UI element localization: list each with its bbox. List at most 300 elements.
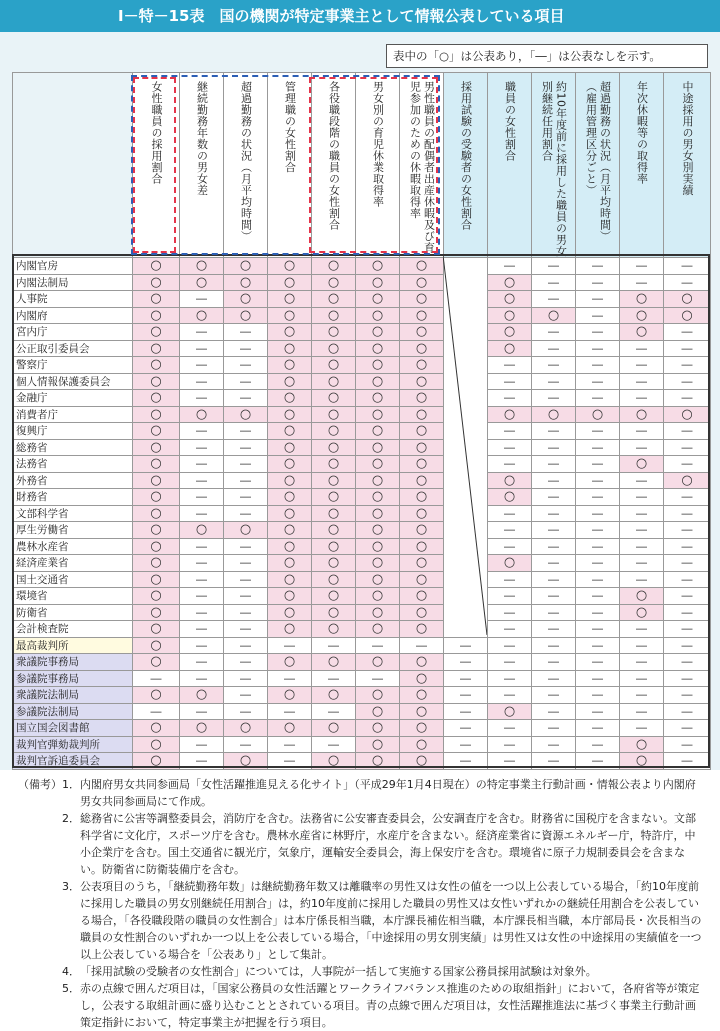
- dash-mark: ―: [240, 341, 251, 355]
- circle-mark: ○: [327, 406, 340, 422]
- dash-mark: ―: [681, 754, 693, 768]
- not-published-cell: [180, 439, 224, 456]
- not-published-cell: [180, 703, 224, 720]
- published-cell: [268, 373, 312, 390]
- dash-mark: ―: [548, 721, 559, 735]
- not-published-cell: [664, 588, 711, 605]
- circle-mark: ○: [371, 274, 384, 290]
- dash-mark: ―: [240, 473, 251, 487]
- published-cell: [400, 406, 444, 423]
- dash-mark: ―: [504, 688, 515, 702]
- circle-mark: ○: [415, 604, 428, 620]
- circle-mark: ○: [371, 340, 384, 356]
- table-row: [13, 720, 711, 737]
- published-cell: [576, 406, 620, 423]
- published-cell: [400, 258, 444, 275]
- published-cell: [133, 390, 180, 407]
- table-row: [13, 357, 711, 374]
- circle-mark: ○: [503, 555, 516, 571]
- not-published-cell: [180, 670, 224, 687]
- circle-mark: ○: [415, 753, 428, 769]
- circle-mark: ○: [415, 505, 428, 521]
- dash-mark: ―: [592, 391, 603, 405]
- circle-mark: ○: [503, 472, 516, 488]
- table-row: [13, 291, 711, 308]
- published-cell: [312, 489, 356, 506]
- circle-mark: ○: [327, 274, 340, 290]
- dash-mark: ―: [460, 754, 471, 768]
- circle-mark: ○: [371, 703, 384, 719]
- published-cell: [312, 291, 356, 308]
- published-cell: [488, 307, 532, 324]
- not-published-cell: [664, 357, 711, 374]
- published-cell: [400, 588, 444, 605]
- published-cell: [488, 406, 532, 423]
- column-header-13: [664, 73, 711, 258]
- dash-mark: ―: [196, 671, 207, 685]
- row-label: 国土交通省: [13, 571, 133, 588]
- table-row: [13, 687, 711, 704]
- column-header-10: [532, 73, 576, 258]
- published-cell: [532, 406, 576, 423]
- circle-mark: ○: [415, 307, 428, 323]
- published-cell: [268, 588, 312, 605]
- dash-mark: ―: [636, 622, 647, 636]
- table-row: [13, 703, 711, 720]
- dash-mark: ―: [196, 490, 207, 504]
- published-cell: [400, 505, 444, 522]
- published-cell: [133, 307, 180, 324]
- not-published-cell: [312, 703, 356, 720]
- table-row: [13, 340, 711, 357]
- dash-mark: ―: [196, 457, 207, 471]
- published-cell: [312, 439, 356, 456]
- dash-mark: ―: [681, 341, 693, 355]
- table-row: [13, 753, 711, 770]
- dash-mark: ―: [548, 704, 559, 718]
- not-published-cell: [488, 357, 532, 374]
- not-published-cell: [576, 423, 620, 440]
- circle-mark: ○: [371, 555, 384, 571]
- published-cell: [400, 753, 444, 770]
- not-published-cell: [224, 456, 268, 473]
- column-header-5: [312, 73, 356, 258]
- circle-mark: ○: [283, 720, 296, 736]
- not-published-cell: [620, 357, 664, 374]
- empty-cell: [444, 456, 488, 473]
- not-published-cell: [576, 588, 620, 605]
- not-published-cell: [664, 736, 711, 753]
- circle-mark: ○: [415, 703, 428, 719]
- column-header-9: [488, 73, 532, 258]
- dash-mark: ―: [504, 572, 515, 586]
- not-published-cell: [664, 439, 711, 456]
- circle-mark: ○: [283, 357, 296, 373]
- not-published-cell: [576, 472, 620, 489]
- published-cell: [400, 291, 444, 308]
- not-published-cell: [664, 670, 711, 687]
- column-header-label: 管理職の女性割合: [283, 81, 297, 173]
- circle-mark: ○: [283, 340, 296, 356]
- not-published-cell: [576, 736, 620, 753]
- dash-mark: ―: [681, 605, 693, 619]
- circle-mark: ○: [415, 258, 428, 274]
- dash-mark: ―: [240, 490, 251, 504]
- circle-mark: ○: [371, 489, 384, 505]
- row-label: 防衛省: [13, 604, 133, 621]
- not-published-cell: [532, 258, 576, 275]
- note-text: 赤の点線で囲んだ項目は，「国家公務員の女性活躍とワークライフバランス推進のための取組指針」において，各府省等が策定し，公表する取組計画に盛り込むこととされている項目。青の点線で囲んだ項目は，女性活躍推進法に基づく事業主行動計画策定指針において，特定事業主が把握を行う項目。: [80, 982, 700, 1029]
- dash-mark: ―: [681, 737, 693, 751]
- not-published-cell: [620, 489, 664, 506]
- not-published-cell: [664, 538, 711, 555]
- published-cell: [400, 307, 444, 324]
- empty-cell: [444, 604, 488, 621]
- circle-mark: ○: [283, 505, 296, 521]
- table-body: [13, 258, 711, 770]
- circle-mark: ○: [415, 340, 428, 356]
- published-cell: [268, 621, 312, 638]
- dash-mark: ―: [284, 671, 295, 685]
- column-header-1: [133, 73, 180, 258]
- published-cell: [180, 720, 224, 737]
- circle-mark: ○: [371, 621, 384, 637]
- empty-cell: [444, 258, 488, 275]
- published-cell: [268, 291, 312, 308]
- not-published-cell: [532, 736, 576, 753]
- published-cell: [268, 307, 312, 324]
- row-label: 復興庁: [13, 423, 133, 440]
- dash-mark: ―: [150, 671, 162, 685]
- circle-mark: ○: [283, 406, 296, 422]
- header-row: [13, 73, 711, 258]
- published-cell: [400, 522, 444, 539]
- not-published-cell: [224, 555, 268, 572]
- circle-mark: ○: [635, 456, 648, 472]
- circle-mark: ○: [283, 538, 296, 554]
- circle-mark: ○: [150, 423, 162, 439]
- dash-mark: ―: [592, 325, 603, 339]
- circle-mark: ○: [150, 736, 162, 752]
- row-label: 公正取引委員会: [13, 340, 133, 357]
- published-cell: [620, 307, 664, 324]
- notes-head: （備考）: [18, 778, 62, 791]
- dash-mark: ―: [196, 440, 207, 454]
- dash-mark: ―: [592, 704, 603, 718]
- not-published-cell: [180, 489, 224, 506]
- dash-mark: ―: [681, 259, 693, 273]
- circle-mark: ○: [415, 472, 428, 488]
- published-cell: [133, 340, 180, 357]
- dash-mark: ―: [372, 638, 383, 652]
- published-cell: [133, 555, 180, 572]
- row-label: 外務省: [13, 472, 133, 489]
- circle-mark: ○: [635, 736, 648, 752]
- empty-cell: [444, 340, 488, 357]
- dash-mark: ―: [372, 671, 383, 685]
- column-header-4: [268, 73, 312, 258]
- published-cell: [268, 687, 312, 704]
- published-cell: [133, 637, 180, 654]
- circle-mark: ○: [415, 439, 428, 455]
- published-cell: [268, 604, 312, 621]
- published-cell: [312, 340, 356, 357]
- not-published-cell: [180, 538, 224, 555]
- not-published-cell: [620, 439, 664, 456]
- dash-mark: ―: [240, 605, 251, 619]
- dash-mark: ―: [548, 325, 559, 339]
- dash-mark: ―: [460, 721, 471, 735]
- dash-mark: ―: [460, 688, 471, 702]
- row-label: 参議院事務局: [13, 670, 133, 687]
- not-published-cell: [664, 423, 711, 440]
- circle-mark: ○: [150, 472, 162, 488]
- circle-mark: ○: [415, 489, 428, 505]
- row-label: 衆議院事務局: [13, 654, 133, 671]
- circle-mark: ○: [327, 555, 340, 571]
- circle-mark: ○: [327, 505, 340, 521]
- published-cell: [312, 505, 356, 522]
- dash-mark: ―: [240, 622, 251, 636]
- table-row: [13, 505, 711, 522]
- dash-mark: ―: [592, 655, 603, 669]
- circle-mark: ○: [327, 654, 340, 670]
- not-published-cell: [532, 373, 576, 390]
- published-cell: [312, 324, 356, 341]
- not-published-cell: [224, 637, 268, 654]
- circle-mark: ○: [415, 291, 428, 307]
- not-published-cell: [620, 423, 664, 440]
- dash-mark: ―: [240, 539, 251, 553]
- dash-mark: ―: [592, 259, 603, 273]
- column-header-label: 女性職員の採用割合: [150, 81, 163, 185]
- published-cell: [356, 324, 400, 341]
- circle-mark: ○: [150, 538, 162, 554]
- not-published-cell: [268, 753, 312, 770]
- not-published-cell: [532, 753, 576, 770]
- dash-mark: ―: [681, 539, 693, 553]
- circle-mark: ○: [327, 687, 340, 703]
- circle-mark: ○: [503, 274, 516, 290]
- dash-mark: ―: [592, 308, 603, 322]
- not-published-cell: [224, 390, 268, 407]
- not-published-cell: [488, 258, 532, 275]
- not-published-cell: [532, 621, 576, 638]
- dash-mark: ―: [196, 341, 207, 355]
- circle-mark: ○: [415, 555, 428, 571]
- circle-mark: ○: [327, 291, 340, 307]
- not-published-cell: [532, 555, 576, 572]
- not-published-cell: [532, 340, 576, 357]
- table-row: [13, 604, 711, 621]
- published-cell: [224, 307, 268, 324]
- published-cell: [400, 538, 444, 555]
- published-cell: [488, 703, 532, 720]
- circle-mark: ○: [195, 258, 208, 274]
- not-published-cell: [488, 522, 532, 539]
- not-published-cell: [488, 588, 532, 605]
- published-cell: [180, 406, 224, 423]
- dash-mark: ―: [196, 473, 207, 487]
- dash-mark: ―: [636, 440, 647, 454]
- published-cell: [133, 357, 180, 374]
- not-published-cell: [224, 621, 268, 638]
- published-cell: [488, 472, 532, 489]
- not-published-cell: [532, 390, 576, 407]
- published-cell: [400, 621, 444, 638]
- published-cell: [133, 654, 180, 671]
- circle-mark: ○: [327, 472, 340, 488]
- dash-mark: ―: [548, 638, 559, 652]
- circle-mark: ○: [371, 522, 384, 538]
- not-published-cell: [444, 637, 488, 654]
- not-published-cell: [224, 571, 268, 588]
- dash-mark: ―: [548, 341, 559, 355]
- dash-mark: ―: [504, 622, 515, 636]
- not-published-cell: [488, 373, 532, 390]
- note-item: [0, 810, 720, 878]
- published-cell: [620, 588, 664, 605]
- circle-mark: ○: [681, 307, 693, 323]
- published-cell: [400, 357, 444, 374]
- circle-mark: ○: [327, 439, 340, 455]
- dash-mark: ―: [548, 292, 559, 306]
- row-label: 財務省: [13, 489, 133, 506]
- not-published-cell: [620, 555, 664, 572]
- circle-mark: ○: [150, 439, 162, 455]
- dash-mark: ―: [681, 589, 693, 603]
- empty-cell: [444, 439, 488, 456]
- row-label: 内閣法制局: [13, 274, 133, 291]
- empty-cell: [444, 291, 488, 308]
- column-header-8: [444, 73, 488, 258]
- published-cell: [312, 571, 356, 588]
- circle-mark: ○: [150, 687, 162, 703]
- not-published-cell: [620, 538, 664, 555]
- column-header-label: 採用試験の受験者の女性割合: [459, 81, 473, 231]
- published-cell: [133, 291, 180, 308]
- empty-cell: [444, 538, 488, 555]
- dash-mark: ―: [548, 655, 559, 669]
- published-cell: [356, 258, 400, 275]
- published-cell: [356, 406, 400, 423]
- published-cell: [312, 258, 356, 275]
- dash-mark: ―: [196, 556, 207, 570]
- not-published-cell: [532, 522, 576, 539]
- circle-mark: ○: [327, 588, 340, 604]
- published-cell: [356, 621, 400, 638]
- circle-mark: ○: [150, 274, 162, 290]
- row-label: 文部科学省: [13, 505, 133, 522]
- not-published-cell: [180, 588, 224, 605]
- published-cell: [133, 423, 180, 440]
- circle-mark: ○: [635, 604, 648, 620]
- dash-mark: ―: [681, 572, 693, 586]
- published-cell: [356, 538, 400, 555]
- published-cell: [268, 571, 312, 588]
- published-cell: [488, 291, 532, 308]
- column-header-12: [620, 73, 664, 258]
- not-published-cell: [312, 736, 356, 753]
- published-cell: [620, 291, 664, 308]
- dash-mark: ―: [504, 721, 515, 735]
- circle-mark: ○: [239, 307, 252, 323]
- dash-mark: ―: [681, 671, 693, 685]
- table-row: [13, 406, 711, 423]
- published-cell: [268, 538, 312, 555]
- dash-mark: ―: [636, 721, 647, 735]
- not-published-cell: [224, 324, 268, 341]
- not-published-cell: [664, 753, 711, 770]
- dash-mark: ―: [636, 523, 647, 537]
- circle-mark: ○: [371, 258, 384, 274]
- circle-mark: ○: [371, 324, 384, 340]
- not-published-cell: [576, 753, 620, 770]
- empty-cell: [444, 621, 488, 638]
- not-published-cell: [664, 555, 711, 572]
- not-published-cell: [620, 654, 664, 671]
- not-published-cell: [268, 637, 312, 654]
- circle-mark: ○: [283, 555, 296, 571]
- dash-mark: ―: [240, 556, 251, 570]
- circle-mark: ○: [635, 753, 648, 769]
- note-number: 2．: [62, 812, 80, 825]
- not-published-cell: [664, 687, 711, 704]
- column-header-label: 超過勤務の状況（月平均時間）（雇用管理区分ごと）: [584, 81, 612, 242]
- row-label: 内閣官房: [13, 258, 133, 275]
- published-cell: [312, 472, 356, 489]
- published-cell: [356, 472, 400, 489]
- circle-mark: ○: [371, 571, 384, 587]
- circle-mark: ○: [283, 604, 296, 620]
- empty-cell: [444, 307, 488, 324]
- published-cell: [268, 456, 312, 473]
- published-cell: [400, 720, 444, 737]
- table-row: [13, 538, 711, 555]
- not-published-cell: [224, 373, 268, 390]
- dash-mark: ―: [592, 523, 603, 537]
- not-published-cell: [576, 258, 620, 275]
- note-text: 「採用試験の受験者の女性割合」については，人事院が一括して実施する国家公務員採用試験は対象外。: [80, 965, 597, 978]
- circle-mark: ○: [283, 472, 296, 488]
- published-cell: [133, 736, 180, 753]
- circle-mark: ○: [327, 489, 340, 505]
- circle-mark: ○: [415, 720, 428, 736]
- circle-mark: ○: [415, 670, 428, 686]
- not-published-cell: [400, 637, 444, 654]
- circle-mark: ○: [327, 538, 340, 554]
- not-published-cell: [444, 753, 488, 770]
- not-published-cell: [488, 439, 532, 456]
- not-published-cell: [180, 736, 224, 753]
- circle-mark: ○: [150, 340, 162, 356]
- published-cell: [133, 324, 180, 341]
- published-cell: [133, 621, 180, 638]
- dash-mark: ―: [548, 589, 559, 603]
- published-cell: [268, 720, 312, 737]
- empty-cell: [444, 423, 488, 440]
- published-cell: [356, 555, 400, 572]
- circle-mark: ○: [415, 654, 428, 670]
- published-cell: [268, 522, 312, 539]
- dash-mark: ―: [636, 539, 647, 553]
- published-cell: [312, 538, 356, 555]
- dash-mark: ―: [504, 440, 515, 454]
- not-published-cell: [180, 373, 224, 390]
- circle-mark: ○: [283, 439, 296, 455]
- dash-mark: ―: [504, 374, 515, 388]
- not-published-cell: [664, 654, 711, 671]
